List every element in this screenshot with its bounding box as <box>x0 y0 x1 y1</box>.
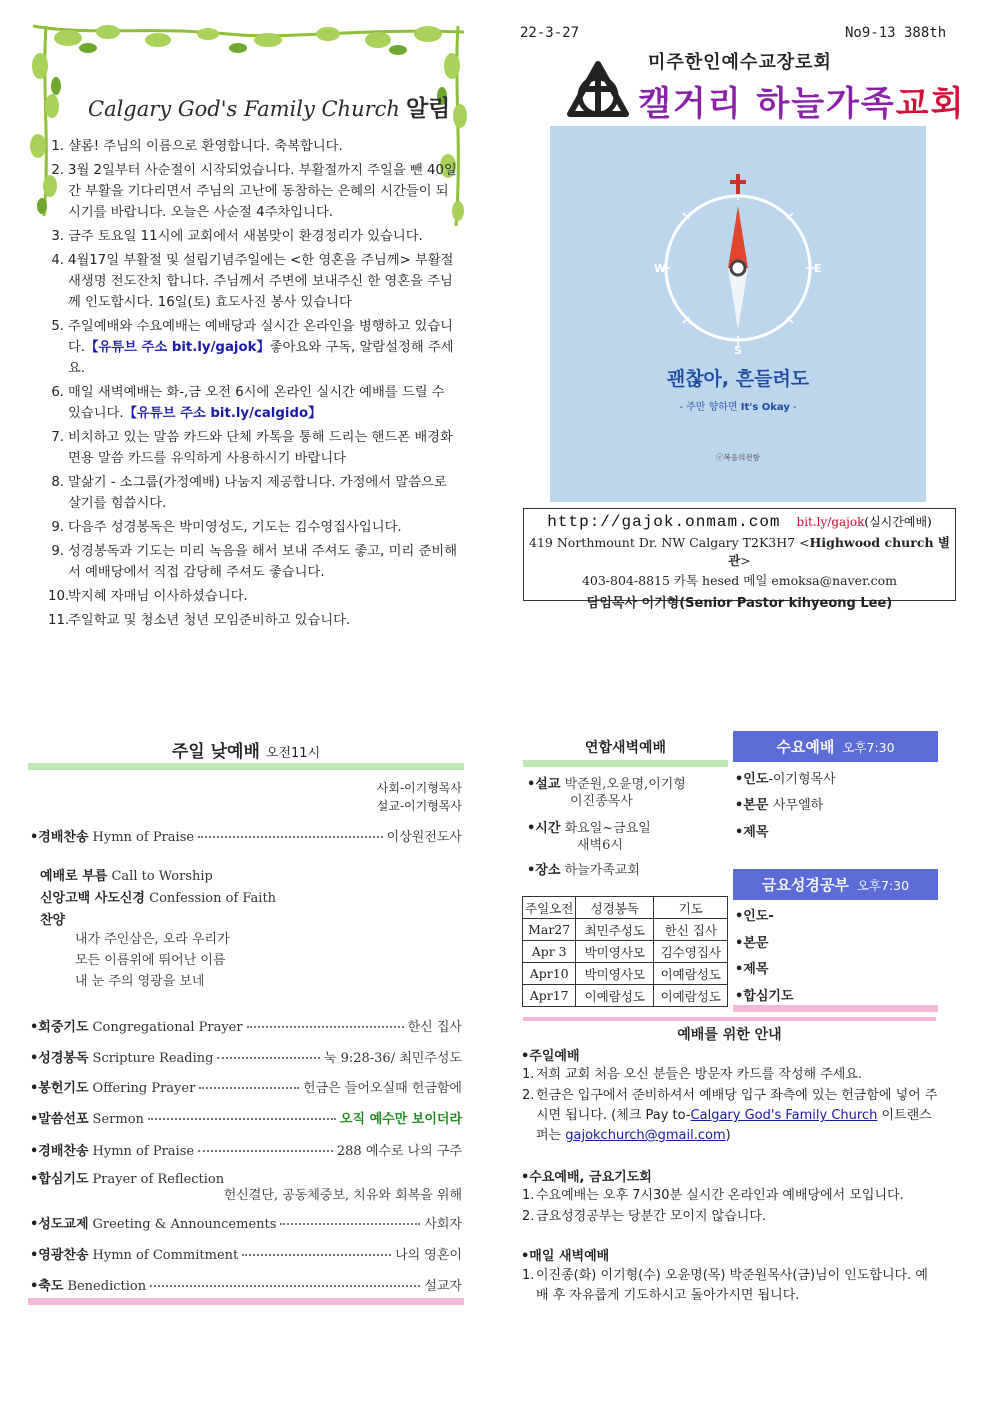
bulletin-date: 22-3-27 <box>520 25 580 41</box>
fri-topic: •제목 <box>735 962 769 977</box>
order-greeting: •성도교제 Greeting & Announcements 사회자 <box>30 1217 462 1232</box>
list-item: 8. 말삶기 - 소그룹(가정예배) 나눔지 제공합니다. 가정에서 말씀으로 살기를 힘씁시다. <box>51 475 447 511</box>
compass-west: W <box>654 262 667 275</box>
list-item: 3. 금주 토요일 11시에 교회에서 새봄맞이 환경정리가 있습니다. <box>51 229 423 244</box>
list-item: 2. 3월 2일부터 사순절이 시작되었습니다. 부활절까지 주일을 뺀 40일간 부활을 기다리면서 주님의 고난에 동참하는 은혜의 시간들이 되시기를 바랍니다. 오늘은 사순절 4주차입니다. <box>51 163 457 220</box>
church-name: 캘거리 하늘가족교회 <box>638 84 966 124</box>
union-time: •시간 화요일~금요일 새벽6시 <box>527 821 651 853</box>
contact-box: http://gajok.onmam.com bit.ly/gajok(실시간예배) 419 Northmount Dr. NW Calgary T2K3H7 <Highwood church 별관> 403-804-8815 카톡 hesed 메일 emoksa@naver.com 담임목사 이기형(Senior Pastor kihyeong Lee) <box>523 508 956 601</box>
poster-title: 괜찮아, 흔들려도 <box>666 368 810 390</box>
church-logo-icon <box>566 60 630 120</box>
list-item: 1. 샬롬! 주님의 이름으로 환영합니다. 축복합니다. <box>51 139 343 154</box>
announcement-list <box>48 136 458 634</box>
list-item: 11. 주일학교 및 청소년 청년 모임준비하고 있습니다. <box>48 613 351 628</box>
guide-item: 1. 수요예배는 오후 7시30분 실시간 온라인과 예배당에서 모입니다. <box>522 1188 904 1203</box>
table-row: 주일오전 성경봉독 기도 <box>523 897 728 919</box>
bulletin-issue: No9-13 388th <box>845 25 947 41</box>
guide-dawn-heading: •매일 새벽예배 <box>521 1249 610 1264</box>
guide-wed-heading: •수요예배, 금요기도회 <box>521 1170 652 1185</box>
church-payee-link[interactable]: Calgary God's Family Church <box>690 1108 878 1123</box>
divider <box>523 1017 936 1021</box>
youtube-link[interactable]: 【유튜브 주소 bit.ly/gajok】 <box>85 340 270 355</box>
divider <box>523 760 728 767</box>
order-creed: 신앙고백 사도신경 Confession of Faith <box>40 891 277 906</box>
wed-topic: •제목 <box>735 825 769 840</box>
order-sermon: •말씀선포 Sermon 오직 예수만 보이더라 <box>30 1112 462 1127</box>
order-offering: •봉헌기도 Offering Prayer 헌금은 들어오실때 헌금함에 <box>30 1081 462 1096</box>
union-dawn-title: 연합새벽예배 <box>584 740 667 756</box>
sunday-service-title: 주일 낮예배 오전11시 <box>171 742 321 762</box>
divider <box>28 1298 464 1305</box>
poster-publisher: ⓒ복음의전함 <box>716 453 760 462</box>
email-link[interactable]: gajokchurch@gmail.com <box>565 1128 726 1143</box>
list-item: 10. 박지혜 자매님 이사하셨습니다. <box>48 589 248 604</box>
duty-table <box>522 896 728 1007</box>
divider <box>733 1005 938 1012</box>
order-reflection: •합심기도 Prayer of Reflection <box>30 1172 225 1187</box>
guide-item: 1. 이진종(화) 이기형(수) 오윤명(목) 박준원목사(금)님이 인도합니다. 예배 후 자유롭게 기도하시고 돌아가시면 됩니다. <box>522 1268 928 1303</box>
denomination-name: 미주한인예수교장로회 <box>648 52 832 73</box>
compass-south: S <box>734 344 742 357</box>
order-benediction: •축도 Benediction 설교자 <box>30 1279 462 1294</box>
praise-songs: 내가 주인삼은, 오라 우리가 모든 이름위에 뛰어난 이름 내 눈 주의 영광을 보네 <box>75 932 230 989</box>
union-place: •장소 하늘가족교회 <box>527 863 640 878</box>
list-item: 9. 성경봉독과 기도는 미리 녹음을 해서 보내 주셔도 좋고, 미리 준비해서 예배당에서 직접 감당해 주셔도 좋습니다. <box>51 544 458 580</box>
address: 419 Northmount Dr. NW Calgary T2K3H7 <Highwood church 별관> <box>529 535 950 568</box>
compass-east: E <box>814 262 822 275</box>
table-row: Apr10 박미영사모 이예람성도 <box>523 963 728 985</box>
reflection-topics: 헌신결단, 공동체중보, 치유와 회복을 위해 <box>223 1188 462 1203</box>
list-item: 5. 주일예배와 수요예배는 예배당과 실시간 온라인을 병행하고 있습니다.【유튜브 주소 bit.ly/gajok】좋아요와 구독, 알람설정해 주세요. <box>51 319 454 376</box>
guide-item: 2. 헌금은 입구에서 준비하셔서 예배당 입구 좌측에 있는 헌금함에 넣어 주시면 됩니다. (체크 Pay to-Calgary God's Family Church 이트랜스퍼는 gajokchurch@gmail.com) <box>522 1088 938 1143</box>
sermon-poster <box>550 126 926 502</box>
guide-title: 예배를 위한 안내 <box>677 1027 782 1043</box>
wednesday-service-header: 수요예배 오후7:30 <box>733 731 938 762</box>
compass-icon <box>550 126 926 502</box>
guide-sunday-heading: •주일예배 <box>521 1049 580 1064</box>
table-row: Apr 3 박미영사모 김수영집사 <box>523 941 728 963</box>
poster-subtitle: - 주만 향하면 It's Okay - <box>679 402 797 413</box>
order-opening-hymn: •경배찬송 Hymn of Praise 이상원전도사 <box>30 830 462 845</box>
friday-study-header: 금요성경공부 오후7:30 <box>733 869 938 900</box>
order-commitment: •영광찬송 Hymn of Commitment 나의 영혼이 <box>30 1248 462 1263</box>
order-hymn-praise: •경배찬송 Hymn of Praise 288 예수로 나의 구주 <box>30 1144 462 1159</box>
table-row: Mar27 최민주성도 한신 집사 <box>523 919 728 941</box>
fri-prayer: •합심기도 <box>735 989 794 1004</box>
youtube-link[interactable]: 【유튜브 주소 bit.ly/calgido】 <box>123 406 322 421</box>
guide-item: 2. 금요성경공부는 당분간 모이지 않습니다. <box>522 1209 767 1224</box>
table-row: Apr17 이예람성도 이예람성도 <box>523 985 728 1007</box>
order-praise: 찬양 <box>40 913 66 928</box>
pastor-name: 담임목사 이기형(Senior Pastor kihyeong Lee) <box>586 596 893 611</box>
union-sermon: •설교 박준원,오윤명,이기형 이진종목사 <box>527 777 686 809</box>
guide-item: 1. 저희 교회 처음 오신 분들은 방문자 카드를 작성해 주세요. <box>522 1067 863 1082</box>
contact-line: 403-804-8815 카톡 hesed 메일 emoksa@naver.com <box>581 573 898 588</box>
order-reading: •성경봉독 Scripture Reading 눅 9:28-36/ 최민주성도 <box>30 1051 462 1066</box>
list-item: 9. 다음주 성경봉독은 박미영성도, 기도는 김수영집사입니다. <box>51 520 402 535</box>
wed-leader: •인도-이기형목사 <box>735 772 836 787</box>
list-item: 6. 매일 새벽예배는 화-,금 오전 6시에 온라인 실시간 예배를 드릴 수 있습니다.【유튜브 주소 bit.ly/calgido】 <box>51 385 445 421</box>
fri-leader: •인도- <box>735 909 774 924</box>
announcements-panel <box>28 26 464 628</box>
fri-text: •본문 <box>735 936 769 951</box>
service-leaders: 사회-이기형목사 설교-이기형목사 <box>376 781 462 813</box>
announcements-title: Calgary God's Family Church 알림 <box>88 96 451 122</box>
divider <box>28 763 464 770</box>
order-call-to-worship: 예배로 부름 Call to Worship <box>40 869 213 884</box>
homepage-link[interactable]: http://gajok.onmam.com <box>547 513 781 531</box>
live-link[interactable]: bit.ly/gajok <box>796 515 865 529</box>
order-prayer: •회중기도 Congregational Prayer 한신 집사 <box>30 1020 462 1035</box>
announcements-title-ko: 알림 <box>405 96 451 122</box>
list-item: 4. 4월17일 부활절 및 설립기념주일에는 <한 영혼을 주님께> 부활절 새생명 전도잔치 합니다. 주님께서 주변에 보내주신 한 영혼을 주님께 인도합시다. 16일(토) 효도사진 봉사 있습니다 <box>51 253 454 310</box>
wed-text: •본문 사무엘하 <box>735 798 824 813</box>
list-item: 7. 비치하고 있는 말씀 카드와 단체 카톡을 통해 드리는 핸드폰 배경화면용 말씀 카드를 유익하게 사용하시기 바랍니다 <box>51 430 453 466</box>
